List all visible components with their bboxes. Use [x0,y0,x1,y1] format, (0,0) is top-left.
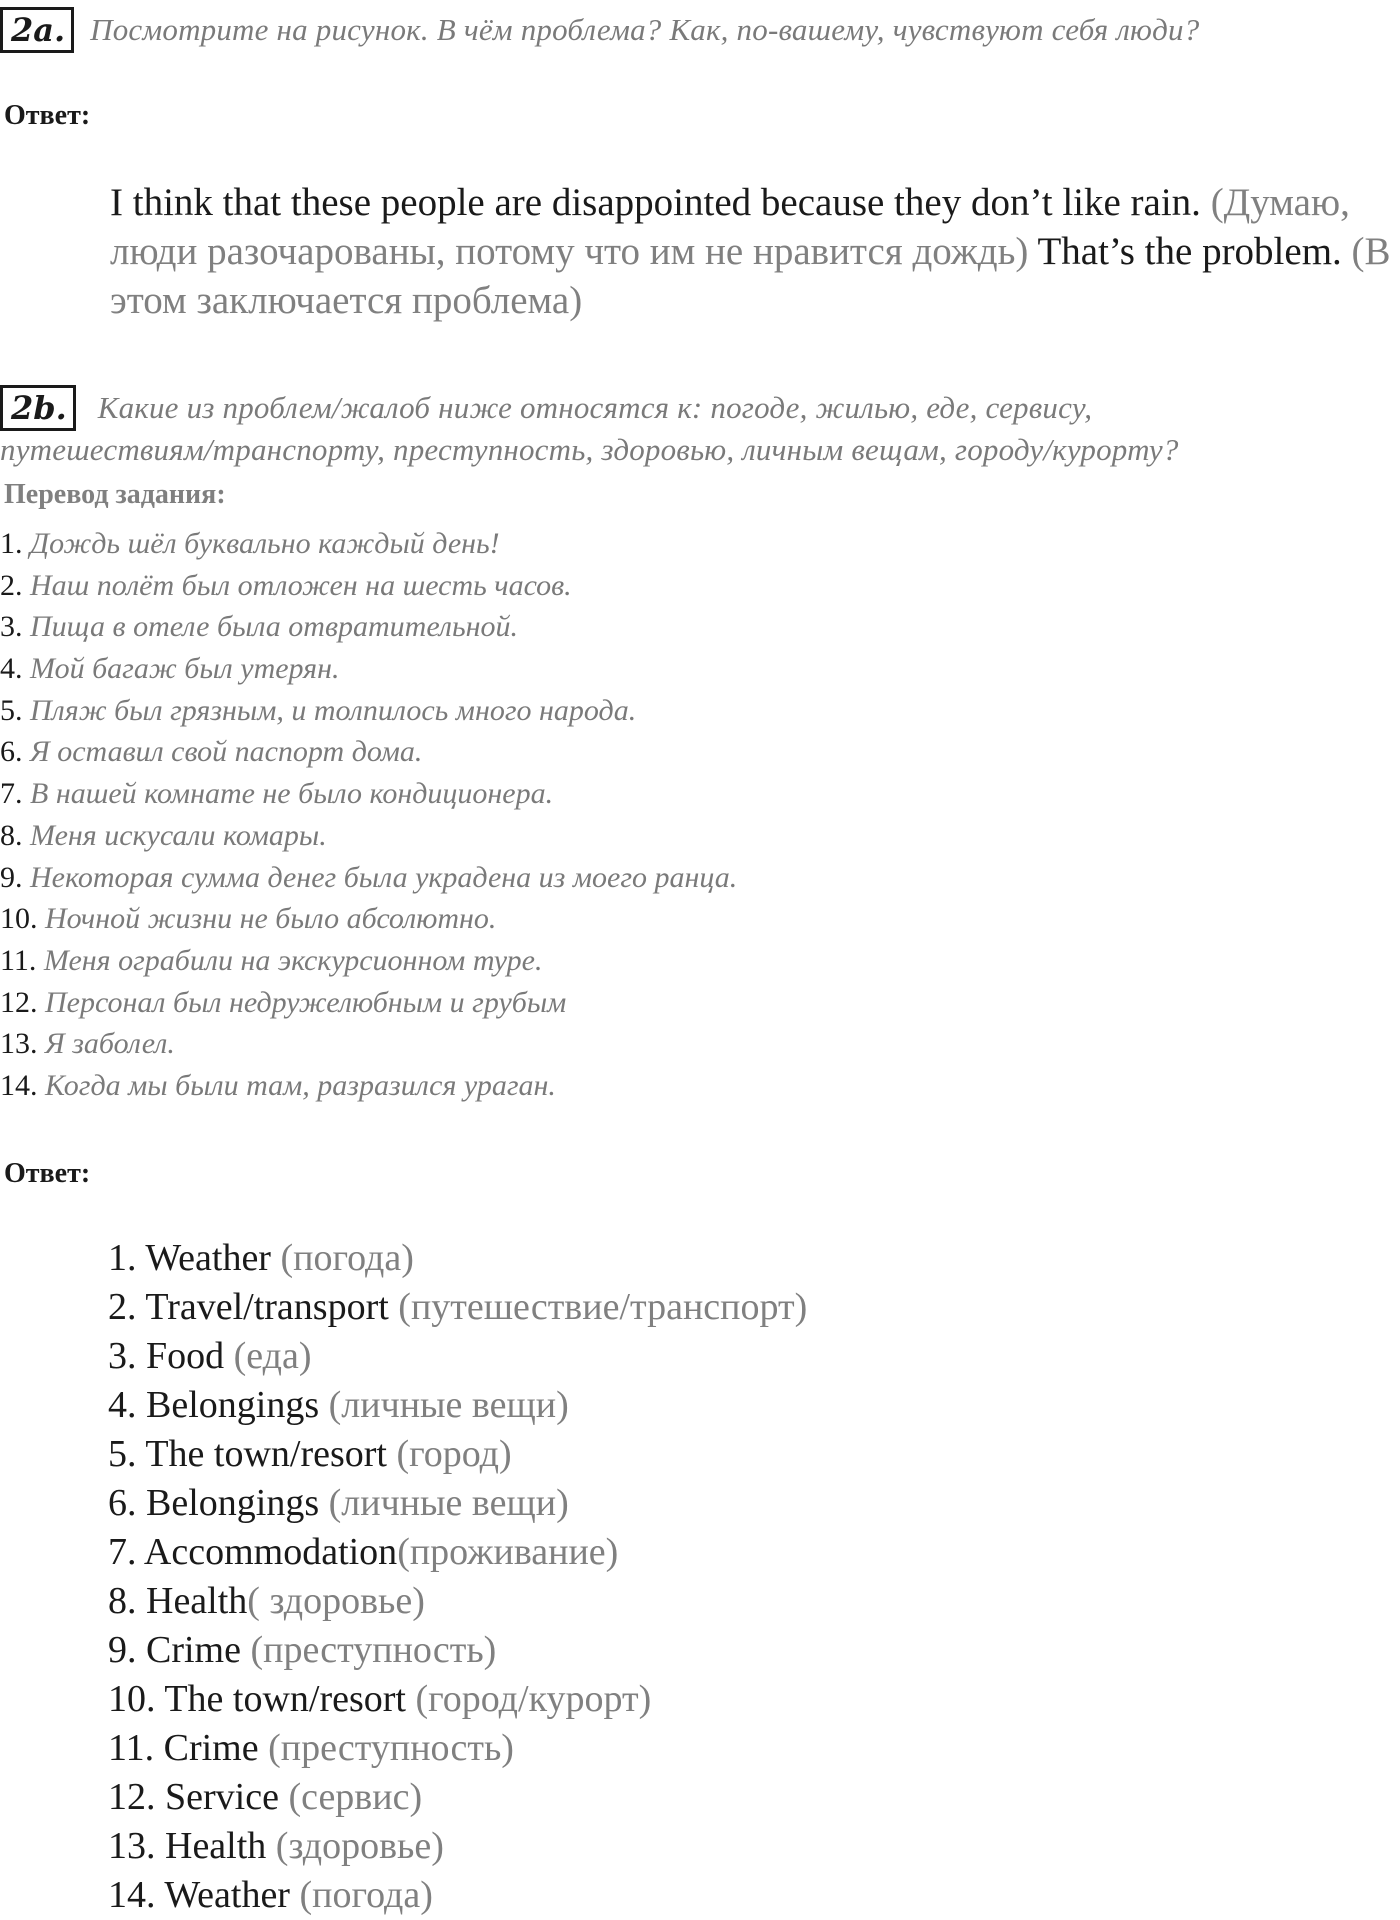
list-item: 12. Service (сервис) [108,1776,423,1818]
task-2a-instruction: Посмотрите на рисунок. В чём проблема? Как, по-вашему, чувствуют себя люди? [90,12,1200,47]
answer-list [108,1234,807,1920]
task-2b-answer-label: Ответ: [4,1158,91,1189]
list-item: 5. The town/resort (город) [108,1433,512,1475]
list-item: 7. Accommodation(проживание) [108,1531,619,1573]
task-2b-number: 2b. [0,385,76,431]
list-item: 10. The town/resort (город/курорт) [108,1678,652,1720]
task-2a-header [0,7,1199,53]
task-2a-number: 2a. [0,7,74,53]
answer-english-2: That’s the problem. [1037,230,1342,273]
list-item: 8. Health( здоровье) [108,1580,425,1622]
task-2b-instruction-line1: Какие из проблем/жалоб ниже относятся к: погоде, жилью, еде, сервису, [97,390,1093,425]
list-item: 1. Weather (погода) [108,1237,414,1279]
task-2b-instruction-line2-wrap [0,432,1179,468]
translation-label: Перевод задания: [4,479,226,510]
list-item: 5. Пляж был грязным, и толпилось много народа. [0,693,637,727]
list-item: 3. Food (еда) [108,1335,312,1377]
answer-russian-2: (В этом заключается проблема) [110,230,1391,322]
list-item: 10. Ночной жизни не было абсолютно. [0,902,497,936]
list-item: 11. Crime (преступность) [108,1727,514,1769]
answer-russian-1: (Думаю, люди разочарованы, потому что им не нравится дождь) [110,181,1350,273]
list-item: 4. Belongings (личные вещи) [108,1384,569,1426]
task-2a-answer [110,178,1395,325]
task-2b-header [0,385,1092,431]
list-item: 13. Health (здоровье) [108,1825,444,1867]
list-item: 8. Меня искусали комары. [0,818,327,852]
list-item: 2. Travel/transport (путешествие/транспорт) [108,1286,808,1328]
list-item: 14. Weather (погода) [108,1874,433,1916]
list-item: 12. Персонал был недружелюбным и грубым [0,985,567,1019]
list-item: 1. Дождь шёл буквально каждый день! [0,527,500,560]
list-item: 6. Belongings (личные вещи) [108,1482,569,1524]
list-item: 9. Некоторая сумма денег была украдена из моего ранца. [0,860,738,894]
list-item: 3. Пища в отеле была отвратительной. [0,610,519,644]
list-item: 14. Когда мы были там, разразился ураган. [0,1068,556,1102]
translation-list [0,523,737,1107]
list-item: 11. Меня ограбили на экскурсионном туре. [0,943,543,977]
list-item: 7. В нашей комнате не было кондиционера. [0,777,554,811]
list-item: 9. Crime (преступность) [108,1629,497,1671]
list-item: 6. Я оставил свой паспорт дома. [0,735,423,769]
answer-english-1: I think that these people are disappointed because they don’t like rain. [110,181,1201,224]
list-item: 2. Наш полёт был отложен на шесть часов. [0,568,572,602]
list-item: 13. Я заболел. [0,1027,175,1061]
task-2a-answer-label: Ответ: [4,100,91,131]
list-item: 4. Мой багаж был утерян. [0,652,340,686]
task-2b-instruction-line2: путешествиям/транспорту, преступность, здоровью, личным вещам, городу/курорту? [0,432,1179,467]
